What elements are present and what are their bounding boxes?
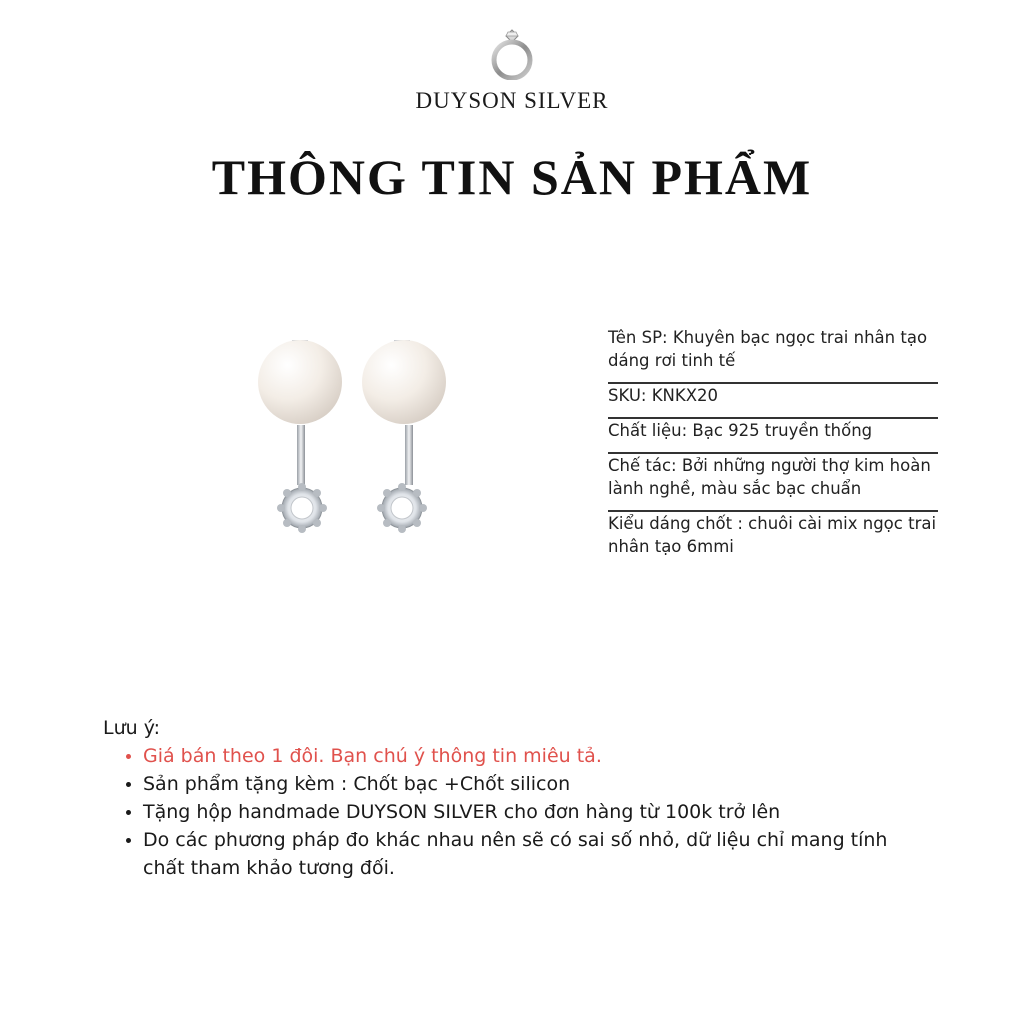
list-item: • Giá bán theo 1 đôi. Bạn chú ý thông tin miêu tả. <box>143 742 933 770</box>
notes-heading: Lưu ý: <box>103 717 160 739</box>
info-craft: Chế tác: Bởi những người thợ kim hoàn lành nghề, màu sắc bạc chuẩn <box>608 456 931 498</box>
info-sku: SKU: KNKX20 <box>608 386 719 405</box>
page-title: THÔNG TIN SẢN PHẨM <box>211 149 813 205</box>
diamond-ring-icon <box>490 28 534 80</box>
list-item: • Sản phẩm tặng kèm : Chốt bạc +Chốt silicon <box>143 770 933 798</box>
notes-list <box>103 742 933 882</box>
list-item: • Do các phương pháp đo khác nhau nên sẽ có sai số nhỏ, dữ liệu chỉ mang tính chất tham khảo tương đối. <box>143 826 933 882</box>
list-item: • Tặng hộp handmade DUYSON SILVER cho đơn hàng từ 100k trở lên <box>143 798 933 826</box>
info-name: Tên SP: Khuyên bạc ngọc trai nhân tạo dáng rơi tinh tế <box>608 328 928 370</box>
product-info <box>608 326 938 568</box>
pearl-earrings-icon <box>230 330 570 570</box>
notes-section <box>103 714 933 882</box>
info-style: Kiểu dáng chốt : chuôi cài mix ngọc trai nhân tạo 6mmi <box>608 514 937 556</box>
brand-logo <box>0 28 1024 114</box>
product-image <box>230 330 570 570</box>
info-material: Chất liệu: Bạc 925 truyền thống <box>608 421 873 440</box>
brand-name: DUYSON SILVER <box>415 88 609 113</box>
